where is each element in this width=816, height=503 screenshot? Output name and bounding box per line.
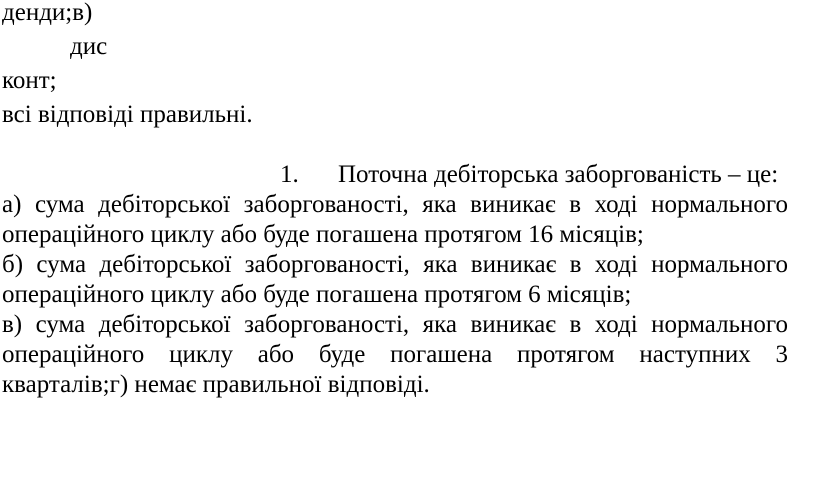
answer-option-c-d: в) сума дебіторської заборгованості, яка виникає в ході нормального операційного циклу або буде погашена протягом наступних 3 кварталів;г) немає правильної відповіді. [2, 311, 788, 398]
question-text: Поточна дебіторська заборгованість – це: [338, 161, 779, 188]
question-heading [280, 160, 778, 190]
text-line-4: всі відповіді правильні. [2, 101, 253, 128]
answer-option-b: б) сума дебіторської заборгованості, яка виникає в ході нормального операційного циклу або буде погашена протягом 6 місяців; [2, 251, 788, 308]
text-line-2: дис [70, 33, 108, 60]
text-line-3: конт; [2, 67, 57, 94]
answer-option-a: а) сума дебіторської заборгованості, яка виникає в ході нормального операційного циклу або буде погашена протягом 16 місяців; [2, 191, 788, 248]
text-line-1: денди;в) [2, 0, 93, 26]
answer-list [2, 190, 788, 400]
question-number: 1. [280, 161, 299, 188]
